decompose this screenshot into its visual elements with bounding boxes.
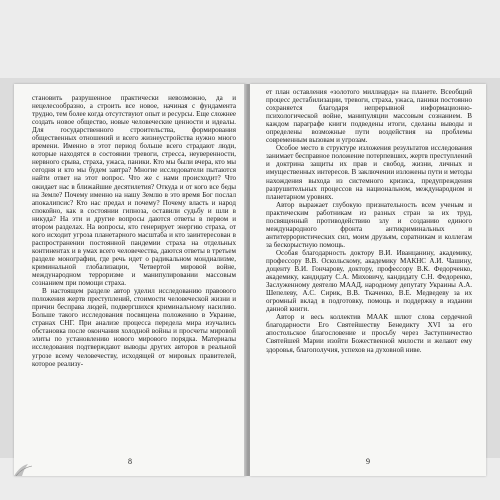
paragraph: Автор выражает глубокую признательность всем ученым и практическим работникам из разных стран за их труд, посвященный противодействию злу и созданию единого международного фронта антикриминальных и антитеррористических сил, моим друзьям, соратникам и коллегам за бескорыстную помощь.	[266, 200, 472, 249]
right-page-text	[266, 88, 472, 354]
scan-artifact-icon	[14, 460, 38, 476]
scan-background-top	[0, 0, 500, 78]
paragraph: Особая благодарность доктору В.И. Иванцанину, академику, профессору В.В. Оскольскому, академику МАКНС А.И. Чашину, доценту В.И. Гончарову, доктору, профессору В.К. Федорченко, академику, кандидату С.А. Миховичу, кандидату С.Н. Федоренко, Заслуженному деятелю МААД, народному депутату Украины А.А. Шепелеву, А.С. Сирик, В.В. Ткаченко, В.Е. Медведеву за их огромный вклад в подготовку, помощь и поддержку в издании данной книги.	[266, 248, 472, 314]
paragraph: ет план оставления «золотого миллиарда» на планете. Всеобщий процесс дестабилизации, тревоги, страха, ужаса, паники постоянно сохраняется благодаря непрерывной информационно-психологической войне, манипуляции массовым сознанием. В каждом параграфе книги подведены итоги, сделаны выводы и определены возможные пути воздействия на проблемы современным вызовам и угрозам.	[266, 88, 472, 145]
right-page	[250, 84, 486, 476]
paragraph: Автор и весь коллектив МААК шлют слова сердечной благодарности Его Святейшеству Бенедикту XVI за его апостольское благословение и просьбу через Заступничество Святейшей Марии изойти Божественной милости и желают ему здоровья, благополучия, успехов на духовной ниве.	[266, 313, 472, 354]
left-page	[14, 84, 246, 476]
page-number: 8	[128, 457, 132, 466]
page-number: 9	[366, 457, 370, 466]
paragraph: Особое место в структуре изложения результатов исследования занимает бесправное положение потерпевших, жертв преступлений и доктрина защиты их прав и свобод, жизни, личных и имущественных интересов. В заключении изложены пути и методы нахождения выхода из системного кризиса, предупреждения разрушительных процессов на национальном, международном и планетарном уровнях.	[266, 144, 472, 201]
paragraph: В настоящем разделе автор уделил исследованию правового положения жертв преступлений, стоимости человеческой жизни и причин бесправа людей, подвергшихся криминальному насилию. Больше такого исследования посвящена положению в Украине, странах СНГ. При анализе процесса передела мира изучались обстановка после окончания холодной войны и просчеты мировой элиты по установлению нового мирового порядка. Материалы исследования подтверждают выводы других авторов в реальной угрозе всему человечеству, исходящей от мировых правителей, которое реализу-	[32, 287, 236, 368]
left-page-text	[32, 94, 236, 368]
paragraph: становить разрушенное практически невозможно, да и нецелесообразно, а строить все новое, начиная с фундамента трудно, тем более когда отсутствуют опыт и ресурсы. Еще сложнее создать новое общество, новые человеческие ценности и идеалы. Для государственного строительства, формирования общественных отношений и всего жизнеустройства нужно много времени. Именно в этот период больше всего страдают люди, которые находятся в состоянии тревоги, стресса, неуверенности, нервного срыва, страха, ужаса, паники. Кто мы были вчера, кто мы сегодня и кто мы будем завтра? Многие исследователи пытаются найти ответ на этот вопрос. Что же с нами происходит? Что ожидает нас в ближайшие десятилетия? Откуда и от кого все беды на Земле? Почему именно на нашу Землю в это время Бог послал апокалипсис? Кто нас предал и почему? Почему власть и народ спокойно, как в состоянии гипноза, оставили судьбу и шли в никуда? На эти и другие вопросы даются ответы в первом и втором разделах. На вопросы, кто генерирует энергию страха, от кого исходит угроза планетарного масштаба и кто заинтересован в распространении постоянной пандемии страха на отдельных континентах и в умах всего человечества, даются ответы в третьем разделе монографии, где речь идет о радикальном мондиализме, криминальной глобализации, Четвертой мировой войне, международном терроризме и манипулировании массовым сознанием при помощи страха.	[32, 94, 236, 288]
